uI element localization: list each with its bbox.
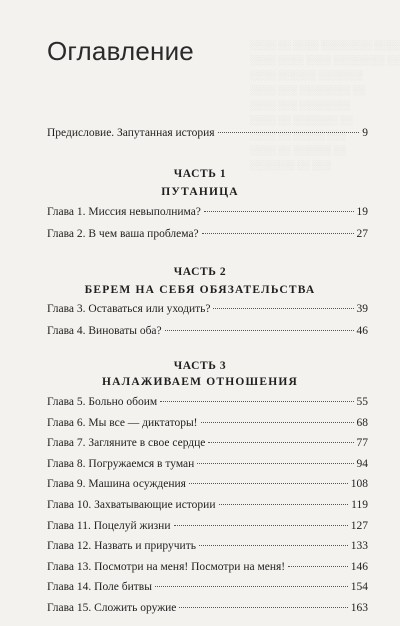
toc-entry[interactable]	[47, 499, 368, 518]
dot-leader	[204, 211, 354, 212]
toc-entry[interactable]	[47, 602, 368, 621]
dot-leader	[199, 545, 348, 546]
toc-entry-page: 55	[356, 396, 368, 408]
toc-entry-page: 77	[356, 437, 368, 450]
toc-entry-page: 133	[350, 540, 368, 553]
part-title: НАЛАЖИВАЕМ ОТНОШЕНИЯ	[101, 376, 299, 388]
dot-leader	[174, 525, 348, 526]
dot-leader	[219, 504, 349, 505]
toc-entry-label: Глава 6. Мы все — диктаторы!	[47, 416, 198, 429]
toc-entry-page: 9	[362, 127, 368, 139]
toc-entry[interactable]	[47, 303, 368, 322]
toc-entry-label: Глава 5. Больно обоим	[47, 396, 158, 408]
toc-entry[interactable]	[47, 561, 368, 580]
dot-leader	[208, 442, 353, 443]
toc-entry-page: 163	[350, 602, 368, 614]
bleed-through-text: ░░░░ ░░ ░░░░ ░░░░░░░░ ░░░░ ░░░░ ░░░░ ░░░░ ░░░░░░░░ ░░ ░░░░ ░░░░░░ ░░░░░░░ ░░░░ ░░░ ░░░░░░░░ ░░ ░░░░ ░░░ ░░░░░░░░ ░░░░ ░░ ░░░░░░░ ░░ ░░░░ ░░ ░░░░░ ░░░ ░░░░ ░░ ░░░░░░ ░░ ░░░░░░░ ░░ ░░░	[250, 40, 400, 170]
part-title: ПУТАНИЦА	[161, 186, 239, 198]
toc-entry[interactable]	[47, 206, 368, 225]
dot-leader	[160, 401, 353, 402]
toc-entry-page: 27	[356, 228, 368, 240]
toc-entry-label: Глава 3. Оставаться или уходить?	[47, 303, 211, 315]
part-number: ЧАСТЬ 3	[173, 360, 227, 372]
dot-leader	[201, 422, 354, 423]
part-number: ЧАСТЬ 2	[173, 266, 227, 278]
dot-leader	[288, 566, 348, 567]
toc-entry-label: Глава 7. Загляните в свое сердце	[47, 437, 206, 450]
toc-entry-label: Глава 15. Сложить оружие	[47, 602, 177, 614]
toc-entry[interactable]	[47, 396, 368, 415]
toc-entry-page: 146	[350, 560, 368, 573]
toc-entry-label: Глава 4. Виноваты оба?	[47, 325, 162, 337]
toc-entry-page: 94	[356, 457, 368, 470]
toc-entry-label: Глава 14. Поле битвы	[47, 581, 152, 594]
part-number: ЧАСТЬ 1	[173, 168, 227, 180]
dot-leader	[202, 233, 354, 234]
toc-entry-page: 39	[356, 303, 368, 315]
dot-leader	[165, 330, 354, 331]
dot-leader	[189, 483, 348, 484]
toc-entry-label: Предисловие. Запутанная история	[47, 127, 215, 139]
dot-leader	[155, 586, 348, 587]
toc-entry[interactable]	[47, 520, 368, 539]
toc-entry-label: Глава 8. Погружаемся в туман	[47, 457, 195, 470]
toc-entry-label: Глава 1. Миссия невыполнима?	[47, 206, 201, 218]
toc-entry[interactable]	[47, 325, 368, 344]
page-title: Оглавление	[47, 36, 194, 66]
toc-entry-label: Глава 13. Посмотри на меня! Посмотри на меня!	[47, 560, 286, 573]
toc-entry-page: 46	[356, 325, 368, 337]
toc-entry-page: 127	[350, 519, 368, 532]
dot-leader	[179, 607, 347, 608]
toc-entry-label: Глава 11. Поцелуй жизни	[47, 519, 171, 532]
toc-entry-page: 119	[351, 499, 368, 511]
toc-entry-label: Глава 10. Захватывающие истории	[47, 499, 216, 511]
toc-entry-page: 19	[356, 206, 368, 218]
dot-leader	[218, 132, 360, 133]
toc-entry-page: 68	[356, 416, 368, 429]
toc-entry-page: 108	[350, 478, 368, 491]
toc-entry[interactable]	[47, 437, 368, 456]
toc-entry[interactable]	[47, 540, 368, 559]
toc-entry-label: Глава 12. Назвать и приручить	[47, 540, 196, 553]
toc-entry[interactable]	[47, 478, 368, 497]
toc-entry[interactable]	[47, 581, 368, 600]
toc-entry-label: Глава 2. В чем ваша проблема?	[47, 228, 199, 240]
toc-entry[interactable]	[47, 458, 368, 477]
toc-entry-label: Глава 9. Машина осуждения	[47, 478, 186, 491]
toc-entry-preface[interactable]	[47, 127, 368, 146]
toc-entry-page: 154	[350, 581, 368, 594]
toc-entry[interactable]	[47, 417, 368, 436]
toc-entry[interactable]	[47, 228, 368, 247]
part-title: БЕРЕМ НА СЕБЯ ОБЯЗАТЕЛЬСТВА	[84, 284, 316, 296]
dot-leader	[213, 308, 353, 309]
dot-leader	[197, 463, 353, 464]
